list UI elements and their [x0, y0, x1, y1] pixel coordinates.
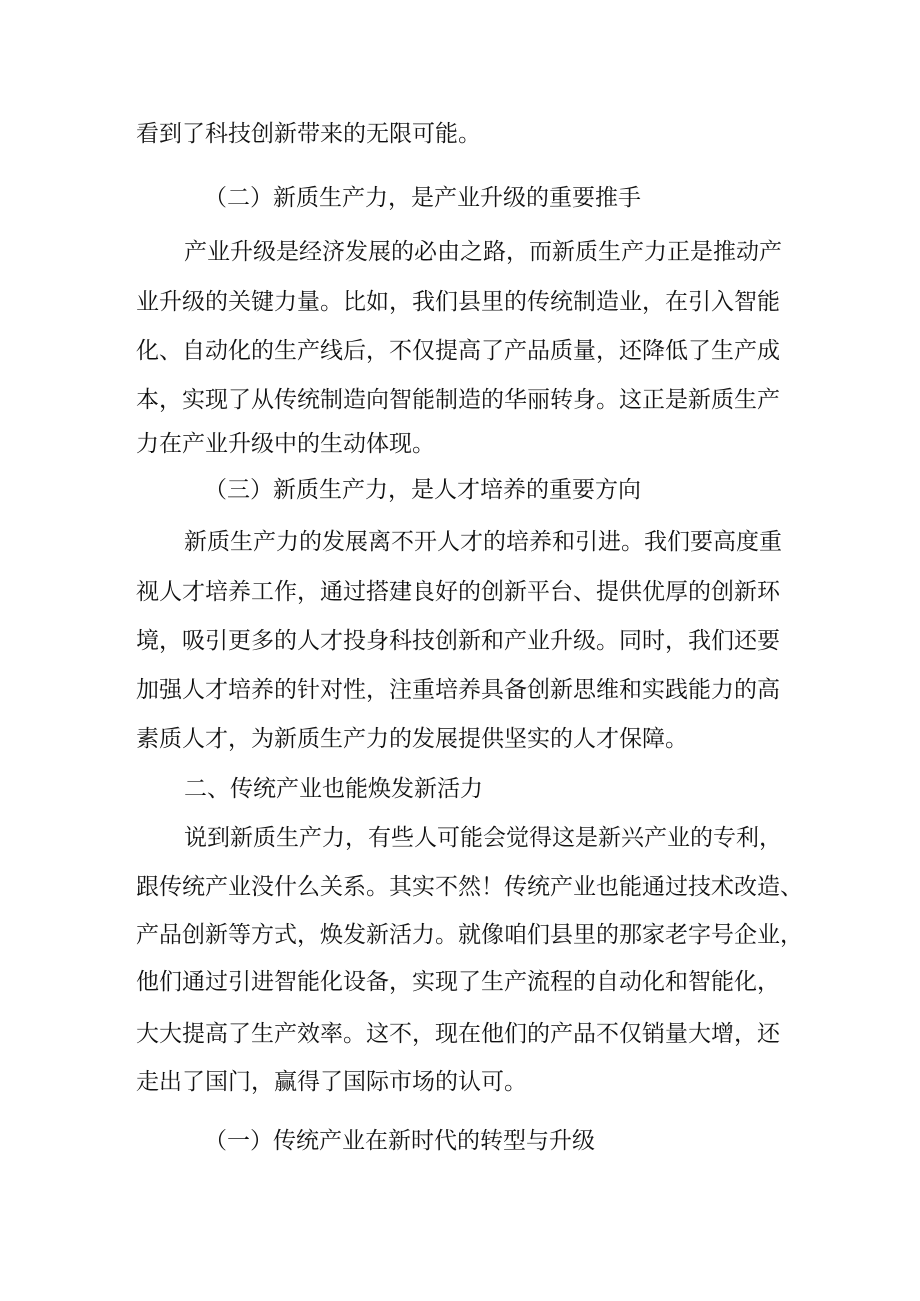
paragraph-line: 走出了国门，赢得了国际市场的认可。: [136, 1069, 527, 1095]
paragraph-line: 视人才培养工作，通过搭建良好的创新平台、提供优厚的创新环: [136, 579, 780, 605]
paragraph-line: 新质生产力的发展离不开人才的培养和引进。我们要高度重: [184, 529, 782, 555]
paragraph-line: 产品创新等方式，焕发新活力。就像咱们县里的那家老字号企业，: [136, 922, 803, 948]
subheading-2: （二）新质生产力，是产业升级的重要推手: [204, 185, 641, 211]
paragraph-line: 加强人才培养的针对性，注重培养具备创新思维和实践能力的高: [136, 677, 780, 703]
paragraph-line: 本，实现了从传统制造向智能制造的华丽转身。这正是新质生产: [136, 387, 780, 413]
paragraph-line: 大大提高了生产效率。这不，现在他们的产品不仅销量大增，还: [136, 1021, 780, 1047]
paragraph-line: 业升级的关键力量。比如，我们县里的传统制造业，在引入智能: [136, 289, 780, 315]
paragraph-line: 说到新质生产力，有些人可能会觉得这是新兴产业的专利，: [184, 825, 782, 851]
paragraph-line: 他们通过引进智能化设备，实现了生产流程的自动化和智能化，: [136, 969, 780, 995]
paragraph-line: 跟传统产业没什么关系。其实不然！传统产业也能通过技术改造、: [136, 874, 803, 900]
subheading-1: （一）传统产业在新时代的转型与升级: [204, 1128, 595, 1154]
paragraph-line-closing: 看到了科技创新带来的无限可能。: [136, 121, 481, 147]
paragraph-line: 化、自动化的生产线后，不仅提高了产品质量，还降低了生产成: [136, 338, 780, 364]
subheading-3: （三）新质生产力，是人才培养的重要方向: [204, 477, 641, 503]
paragraph-line: 境，吸引更多的人才投身科技创新和产业升级。同时，我们还要: [136, 628, 780, 654]
paragraph-line: 力在产业升级中的生动体现。: [136, 431, 435, 457]
paragraph-line: 素质人才，为新质生产力的发展提供坚实的人才保障。: [136, 726, 688, 752]
paragraph-line: 产业升级是经济发展的必由之路，而新质生产力正是推动产: [184, 239, 782, 265]
section-heading-2: 二、传统产业也能焕发新活力: [184, 776, 483, 802]
